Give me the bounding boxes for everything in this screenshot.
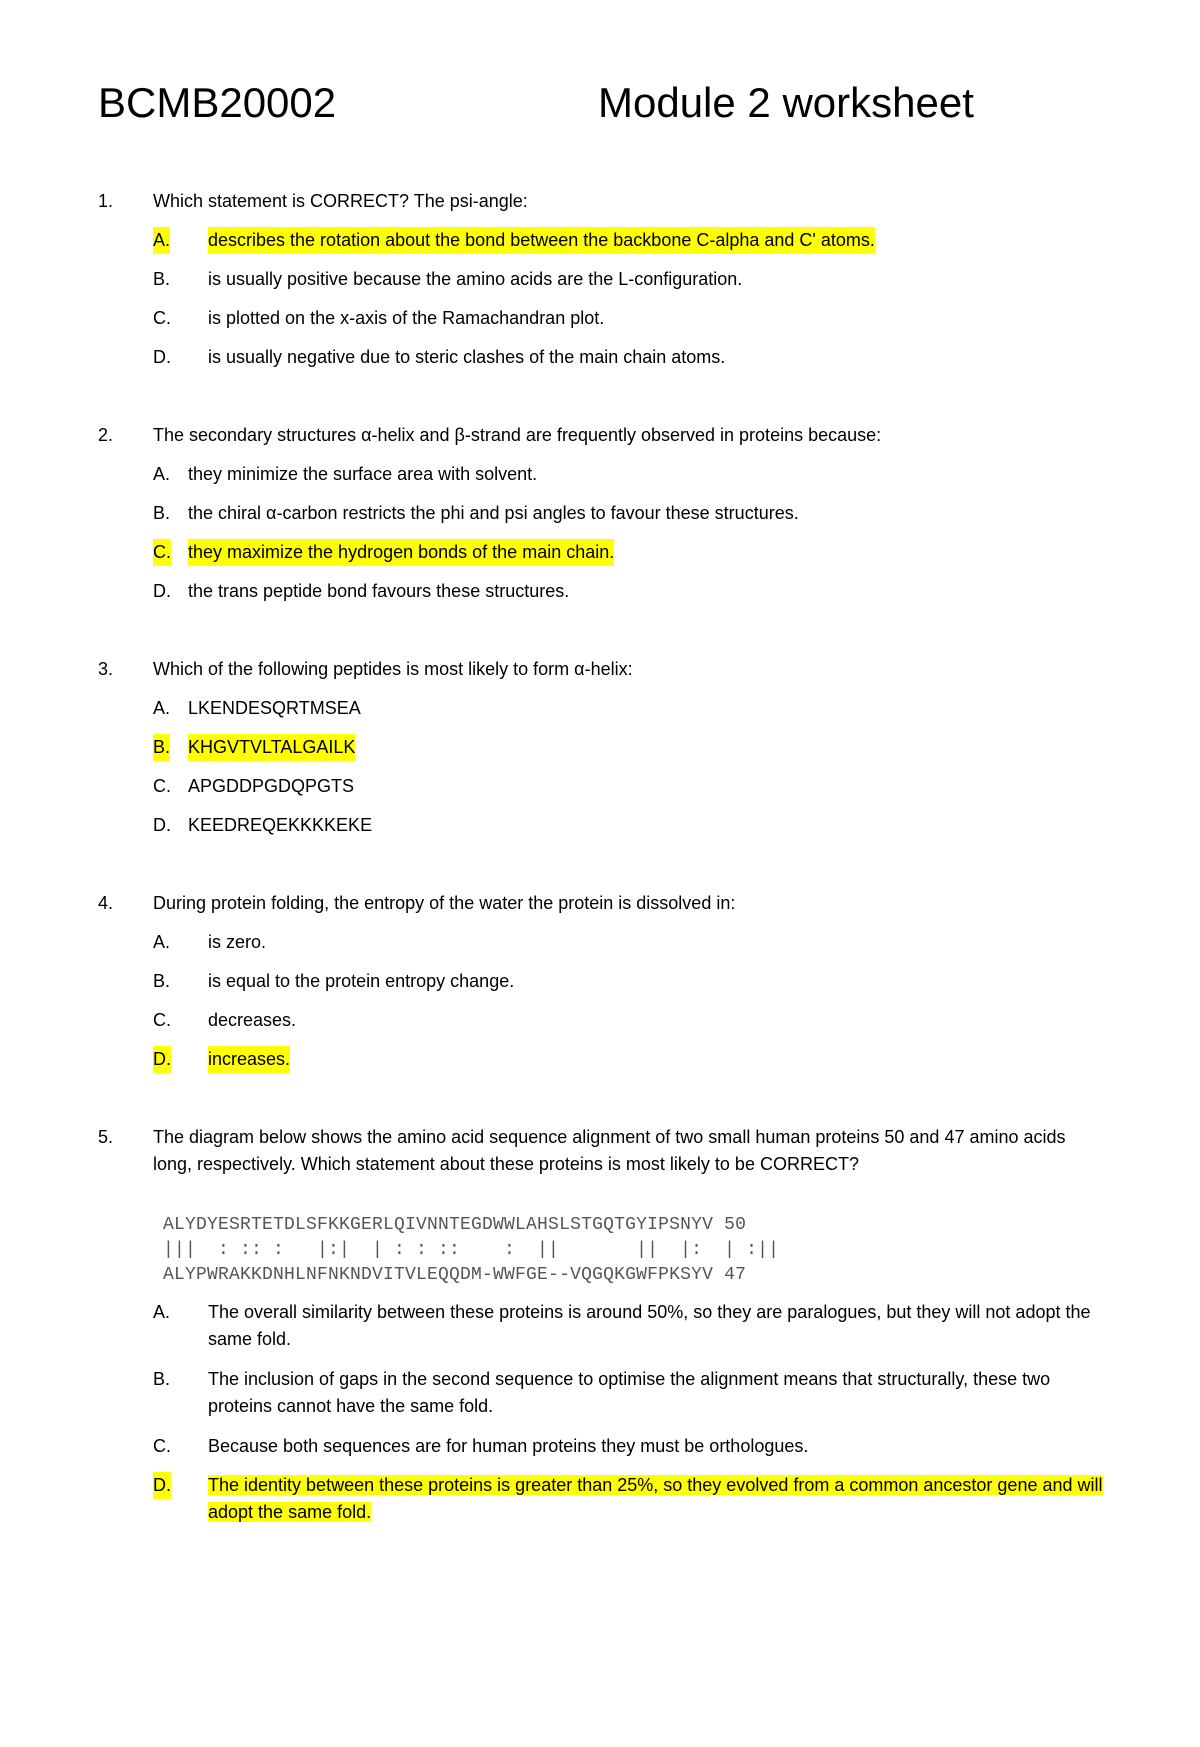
question-5: [98, 1124, 1093, 1178]
option-text: they maximize the hydrogen bonds of the main chain.: [188, 539, 614, 566]
course-code: BCMB20002: [98, 79, 337, 126]
option-text: is plotted on the x-axis of the Ramachandran plot.: [208, 308, 605, 328]
question-3: [98, 656, 1093, 683]
question-2: [98, 422, 1093, 449]
option-letter: A.: [153, 227, 170, 254]
option-text: describes the rotation about the bond between the backbone C-alpha and C' atoms.: [208, 227, 875, 254]
question-number: 2.: [98, 425, 114, 445]
option-letter: D.: [153, 581, 171, 601]
alignment-match-line: ||| : :: : |:| | : : :: : || || |: | :||: [163, 1240, 780, 1260]
question-number: 5.: [98, 1127, 114, 1147]
option-text: they minimize the surface area with solvent.: [188, 464, 538, 484]
option-text: is zero.: [208, 932, 267, 952]
option-letter: B.: [153, 971, 171, 991]
option-letter: C.: [153, 1010, 171, 1030]
option-text: decreases.: [208, 1010, 297, 1030]
option-text: The identity between these proteins is greater than 25%, so they evolved from a common ancestor gene and will adopt the same fold.: [208, 1475, 1103, 1522]
option-text: KEEDREQEKKKKEKE: [188, 815, 373, 835]
option-text: is usually positive because the amino acids are the L-configuration.: [208, 269, 743, 289]
option-text: APGDDPGDQPGTS: [188, 776, 355, 796]
question-1: [98, 188, 1093, 215]
option-letter: D.: [153, 1472, 171, 1499]
alignment-seq-2: ALYPWRAKKDNHLNFNKNDVITVLEQQDM-WWFGE--VQGQKGWFPKSYV 47: [163, 1265, 747, 1285]
option-text: LKENDESQRTMSEA: [188, 698, 361, 718]
option-text: is equal to the protein entropy change.: [208, 971, 515, 991]
alignment-seq-1: ALYDYESRTETDLSFKKGERLQIVNNTEGDWWLAHSLSTGQTGYIPSNYV 50: [163, 1215, 747, 1235]
option-text: Because both sequences are for human proteins they must be orthologues.: [208, 1436, 809, 1456]
question-stem: During protein folding, the entropy of the water the protein is dissolved in:: [153, 893, 736, 913]
option-text: the chiral α-carbon restricts the phi and psi angles to favour these structures.: [188, 503, 799, 523]
question-number: 4.: [98, 893, 114, 913]
option-text: is usually negative due to steric clashes of the main chain atoms.: [208, 347, 726, 367]
option-letter: C.: [153, 776, 171, 796]
option-letter: D.: [153, 815, 171, 835]
question-4: [98, 890, 1093, 917]
option-letter: A.: [153, 1302, 171, 1322]
option-letter: A.: [153, 464, 171, 484]
question-stem: The secondary structures α-helix and β-strand are frequently observed in proteins because:: [153, 425, 882, 445]
option-letter: C.: [153, 308, 171, 328]
option-letter: C.: [153, 539, 171, 566]
option-letter: C.: [153, 1436, 171, 1456]
option-letter: B.: [153, 1369, 171, 1389]
question-stem: The diagram below shows the amino acid sequence alignment of two small human proteins 50 and 47 amino acids long, respectively. Which statement about these proteins is most likely to be CORRECT?: [153, 1127, 1066, 1174]
question-number: 1.: [98, 191, 114, 211]
question-number: 3.: [98, 659, 114, 679]
worksheet-title: Module 2 worksheet: [598, 79, 974, 126]
option-letter: B.: [153, 503, 171, 523]
option-letter: B.: [153, 734, 170, 761]
option-text: The inclusion of gaps in the second sequence to optimise the alignment means that structurally, these two proteins cannot have the same fold.: [208, 1369, 1051, 1416]
option-letter: D.: [153, 347, 171, 367]
option-text: The overall similarity between these proteins is around 50%, so they are paralogues, but they will not adopt the same fold.: [208, 1302, 1091, 1349]
option-letter: D.: [153, 1046, 171, 1073]
option-text: KHGVTVLTALGAILK: [188, 734, 355, 761]
option-letter: A.: [153, 698, 171, 718]
option-letter: B.: [153, 269, 171, 289]
question-stem: Which of the following peptides is most likely to form α-helix:: [153, 659, 633, 679]
option-text: increases.: [208, 1046, 290, 1073]
option-text: the trans peptide bond favours these structures.: [188, 581, 570, 601]
question-stem: Which statement is CORRECT? The psi-angle:: [153, 191, 528, 211]
option-letter: A.: [153, 932, 171, 952]
